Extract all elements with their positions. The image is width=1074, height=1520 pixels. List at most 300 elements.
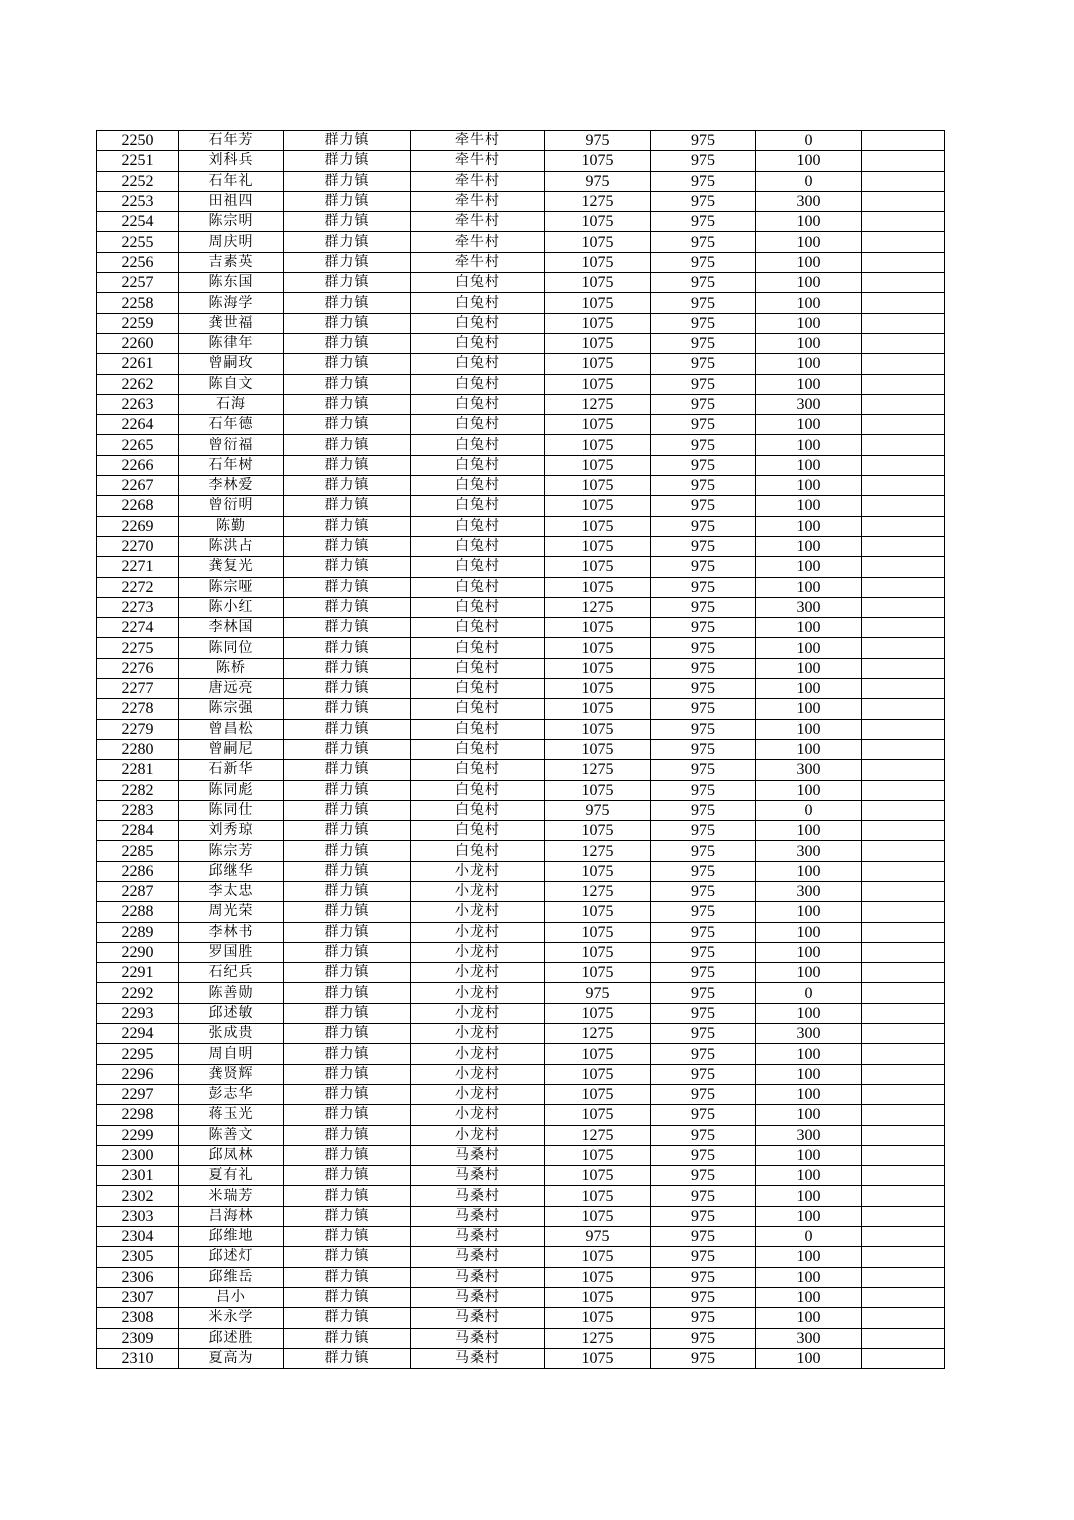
amount-a-cell: 1075 [545,1247,651,1267]
town-cell: 群力镇 [284,1247,411,1267]
amount-a-cell: 1075 [545,821,651,841]
remark-cell [862,557,945,577]
row-number-cell: 2299 [97,1125,179,1145]
amount-diff-cell: 100 [756,151,862,171]
village-cell: 白兔村 [411,679,545,699]
amount-b-cell: 975 [651,638,756,658]
amount-diff-cell: 100 [756,1166,862,1186]
amount-b-cell: 975 [651,658,756,678]
amount-diff-cell: 100 [756,638,862,658]
town-cell: 群力镇 [284,131,411,151]
table-row [97,1145,945,1165]
row-number-cell: 2290 [97,942,179,962]
person-name-cell: 石新华 [179,760,284,780]
remark-cell [862,821,945,841]
amount-b-cell: 975 [651,232,756,252]
amount-diff-cell: 100 [756,252,862,272]
amount-diff-cell: 100 [756,516,862,536]
amount-a-cell: 1075 [545,739,651,759]
town-cell: 群力镇 [284,963,411,983]
amount-b-cell: 975 [651,1186,756,1206]
row-number-cell: 2257 [97,273,179,293]
table-row [97,1003,945,1023]
amount-b-cell: 975 [651,435,756,455]
village-cell: 白兔村 [411,577,545,597]
person-name-cell: 陈勤 [179,516,284,536]
town-cell: 群力镇 [284,435,411,455]
town-cell: 群力镇 [284,354,411,374]
remark-cell [862,719,945,739]
remark-cell [862,252,945,272]
amount-b-cell: 975 [651,1348,756,1368]
village-cell: 白兔村 [411,516,545,536]
amount-diff-cell: 100 [756,374,862,394]
village-cell: 小龙村 [411,1125,545,1145]
person-name-cell: 陈同仕 [179,800,284,820]
row-number-cell: 2289 [97,922,179,942]
amount-b-cell: 975 [651,719,756,739]
row-number-cell: 2265 [97,435,179,455]
amount-b-cell: 975 [651,496,756,516]
remark-cell [862,679,945,699]
table-row [97,942,945,962]
table-row [97,902,945,922]
village-cell: 白兔村 [411,476,545,496]
row-number-cell: 2281 [97,760,179,780]
village-cell: 小龙村 [411,1024,545,1044]
row-number-cell: 2255 [97,232,179,252]
amount-diff-cell: 0 [756,983,862,1003]
amount-a-cell: 1275 [545,841,651,861]
town-cell: 群力镇 [284,881,411,901]
amount-diff-cell: 100 [756,354,862,374]
amount-a-cell: 1075 [545,699,651,719]
village-cell: 小龙村 [411,1105,545,1125]
amount-a-cell: 1275 [545,191,651,211]
village-cell: 白兔村 [411,658,545,678]
table-row [97,1267,945,1287]
village-cell: 白兔村 [411,719,545,739]
town-cell: 群力镇 [284,760,411,780]
town-cell: 群力镇 [284,557,411,577]
row-number-cell: 2267 [97,476,179,496]
table-row [97,252,945,272]
village-cell: 白兔村 [411,496,545,516]
village-cell: 马桑村 [411,1247,545,1267]
amount-b-cell: 975 [651,739,756,759]
person-name-cell: 刘科兵 [179,151,284,171]
table-row [97,658,945,678]
amount-diff-cell: 300 [756,881,862,901]
amount-b-cell: 975 [651,557,756,577]
town-cell: 群力镇 [284,983,411,1003]
town-cell: 群力镇 [284,415,411,435]
amount-b-cell: 975 [651,151,756,171]
person-name-cell: 李林国 [179,618,284,638]
row-number-cell: 2251 [97,151,179,171]
town-cell: 群力镇 [284,780,411,800]
amount-diff-cell: 100 [756,780,862,800]
table-row [97,1206,945,1226]
remark-cell [862,435,945,455]
village-cell: 马桑村 [411,1267,545,1287]
row-number-cell: 2284 [97,821,179,841]
person-name-cell: 夏有礼 [179,1166,284,1186]
remark-cell [862,1105,945,1125]
amount-a-cell: 1075 [545,1105,651,1125]
amount-b-cell: 975 [651,333,756,353]
town-cell: 群力镇 [284,922,411,942]
row-number-cell: 2260 [97,333,179,353]
person-name-cell: 陈宗强 [179,699,284,719]
amount-b-cell: 975 [651,577,756,597]
amount-b-cell: 975 [651,760,756,780]
amount-diff-cell: 100 [756,719,862,739]
town-cell: 群力镇 [284,1105,411,1125]
town-cell: 群力镇 [284,293,411,313]
town-cell: 群力镇 [284,496,411,516]
amount-a-cell: 1075 [545,212,651,232]
amount-a-cell: 975 [545,983,651,1003]
town-cell: 群力镇 [284,942,411,962]
row-number-cell: 2308 [97,1308,179,1328]
remark-cell [862,333,945,353]
town-cell: 群力镇 [284,1024,411,1044]
village-cell: 小龙村 [411,902,545,922]
person-name-cell: 彭志华 [179,1084,284,1104]
row-number-cell: 2253 [97,191,179,211]
amount-b-cell: 975 [651,800,756,820]
town-cell: 群力镇 [284,212,411,232]
row-number-cell: 2277 [97,679,179,699]
person-name-cell: 陈东国 [179,273,284,293]
town-cell: 群力镇 [284,1125,411,1145]
town-cell: 群力镇 [284,679,411,699]
town-cell: 群力镇 [284,638,411,658]
village-cell: 白兔村 [411,354,545,374]
amount-diff-cell: 100 [756,902,862,922]
amount-diff-cell: 100 [756,232,862,252]
amount-diff-cell: 100 [756,1044,862,1064]
remark-cell [862,476,945,496]
remark-cell [862,1145,945,1165]
amount-a-cell: 1075 [545,1186,651,1206]
row-number-cell: 2280 [97,739,179,759]
row-number-cell: 2295 [97,1044,179,1064]
amount-a-cell: 1075 [545,232,651,252]
town-cell: 群力镇 [284,313,411,333]
table-row [97,1105,945,1125]
amount-b-cell: 975 [651,922,756,942]
table-row [97,374,945,394]
village-cell: 白兔村 [411,821,545,841]
person-name-cell: 石年树 [179,455,284,475]
town-cell: 群力镇 [284,151,411,171]
row-number-cell: 2258 [97,293,179,313]
town-cell: 群力镇 [284,1227,411,1247]
amount-a-cell: 1075 [545,435,651,455]
town-cell: 群力镇 [284,1287,411,1307]
village-cell: 小龙村 [411,881,545,901]
town-cell: 群力镇 [284,1044,411,1064]
town-cell: 群力镇 [284,618,411,638]
village-cell: 白兔村 [411,699,545,719]
person-name-cell: 李太忠 [179,881,284,901]
amount-diff-cell: 100 [756,557,862,577]
table-row [97,435,945,455]
table-row [97,1328,945,1348]
person-name-cell: 曾衍福 [179,435,284,455]
row-number-cell: 2305 [97,1247,179,1267]
amount-b-cell: 975 [651,191,756,211]
amount-diff-cell: 100 [756,821,862,841]
amount-a-cell: 1075 [545,1003,651,1023]
remark-cell [862,354,945,374]
row-number-cell: 2269 [97,516,179,536]
village-cell: 白兔村 [411,374,545,394]
amount-a-cell: 1075 [545,638,651,658]
table-row [97,232,945,252]
table-row [97,699,945,719]
village-cell: 白兔村 [411,293,545,313]
remark-cell [862,1328,945,1348]
amount-b-cell: 975 [651,455,756,475]
row-number-cell: 2296 [97,1064,179,1084]
amount-diff-cell: 100 [756,1145,862,1165]
row-number-cell: 2291 [97,963,179,983]
village-cell: 牵牛村 [411,212,545,232]
row-number-cell: 2292 [97,983,179,1003]
village-cell: 马桑村 [411,1328,545,1348]
town-cell: 群力镇 [284,1166,411,1186]
table-row [97,1227,945,1247]
amount-b-cell: 975 [651,536,756,556]
village-cell: 白兔村 [411,597,545,617]
remark-cell [862,1064,945,1084]
town-cell: 群力镇 [284,273,411,293]
amount-b-cell: 975 [651,394,756,414]
amount-a-cell: 1075 [545,354,651,374]
amount-b-cell: 975 [651,374,756,394]
amount-a-cell: 1275 [545,1024,651,1044]
village-cell: 小龙村 [411,922,545,942]
row-number-cell: 2304 [97,1227,179,1247]
village-cell: 马桑村 [411,1227,545,1247]
remark-cell [862,902,945,922]
village-cell: 白兔村 [411,841,545,861]
town-cell: 群力镇 [284,902,411,922]
amount-diff-cell: 100 [756,1308,862,1328]
village-cell: 白兔村 [411,536,545,556]
town-cell: 群力镇 [284,1003,411,1023]
person-name-cell: 石纪兵 [179,963,284,983]
amount-b-cell: 975 [651,1125,756,1145]
amount-a-cell: 975 [545,171,651,191]
amount-diff-cell: 0 [756,800,862,820]
remark-cell [862,455,945,475]
person-name-cell: 邱维地 [179,1227,284,1247]
amount-b-cell: 975 [651,313,756,333]
table-row [97,638,945,658]
person-name-cell: 曾嗣尼 [179,739,284,759]
table-row [97,841,945,861]
row-number-cell: 2287 [97,881,179,901]
person-name-cell: 刘秀琼 [179,821,284,841]
table-row [97,557,945,577]
amount-a-cell: 1075 [545,374,651,394]
row-number-cell: 2297 [97,1084,179,1104]
row-number-cell: 2279 [97,719,179,739]
remark-cell [862,496,945,516]
amount-diff-cell: 100 [756,577,862,597]
row-number-cell: 2298 [97,1105,179,1125]
town-cell: 群力镇 [284,1084,411,1104]
village-cell: 白兔村 [411,273,545,293]
table-row [97,597,945,617]
remark-cell [862,313,945,333]
remark-cell [862,131,945,151]
town-cell: 群力镇 [284,821,411,841]
amount-diff-cell: 100 [756,1287,862,1307]
remark-cell [862,516,945,536]
amount-a-cell: 975 [545,131,651,151]
remark-cell [862,780,945,800]
amount-diff-cell: 300 [756,841,862,861]
amount-a-cell: 1075 [545,679,651,699]
person-name-cell: 陈小红 [179,597,284,617]
person-name-cell: 陈同彪 [179,780,284,800]
remark-cell [862,597,945,617]
remark-cell [862,760,945,780]
person-name-cell: 蒋玉光 [179,1105,284,1125]
village-cell: 小龙村 [411,1003,545,1023]
table-row [97,618,945,638]
remark-cell [862,618,945,638]
row-number-cell: 2275 [97,638,179,658]
remark-cell [862,1166,945,1186]
table-row [97,780,945,800]
table-row [97,861,945,881]
amount-diff-cell: 100 [756,739,862,759]
table-row [97,313,945,333]
village-cell: 小龙村 [411,963,545,983]
amount-diff-cell: 100 [756,1064,862,1084]
town-cell: 群力镇 [284,739,411,759]
town-cell: 群力镇 [284,1064,411,1084]
row-number-cell: 2276 [97,658,179,678]
person-name-cell: 龚世福 [179,313,284,333]
amount-b-cell: 975 [651,516,756,536]
amount-a-cell: 1075 [545,1044,651,1064]
table-row [97,1024,945,1044]
table-row [97,881,945,901]
table-row [97,983,945,1003]
amount-diff-cell: 100 [756,1003,862,1023]
person-name-cell: 龚复光 [179,557,284,577]
remark-cell [862,374,945,394]
amount-a-cell: 1075 [545,333,651,353]
person-name-cell: 陈宗芳 [179,841,284,861]
row-number-cell: 2288 [97,902,179,922]
row-number-cell: 2254 [97,212,179,232]
amount-b-cell: 975 [651,881,756,901]
town-cell: 群力镇 [284,333,411,353]
amount-b-cell: 975 [651,476,756,496]
town-cell: 群力镇 [284,476,411,496]
amount-diff-cell: 100 [756,963,862,983]
amount-diff-cell: 100 [756,922,862,942]
person-name-cell: 石年德 [179,415,284,435]
remark-cell [862,963,945,983]
row-number-cell: 2293 [97,1003,179,1023]
row-number-cell: 2278 [97,699,179,719]
person-name-cell: 周自明 [179,1044,284,1064]
table-row [97,1044,945,1064]
amount-a-cell: 1275 [545,394,651,414]
remark-cell [862,983,945,1003]
person-name-cell: 吕海林 [179,1206,284,1226]
town-cell: 群力镇 [284,374,411,394]
person-name-cell: 曾衍明 [179,496,284,516]
amount-a-cell: 975 [545,800,651,820]
village-cell: 白兔村 [411,435,545,455]
village-cell: 白兔村 [411,780,545,800]
remark-cell [862,171,945,191]
amount-a-cell: 1075 [545,942,651,962]
village-cell: 马桑村 [411,1308,545,1328]
table-row [97,354,945,374]
row-number-cell: 2306 [97,1267,179,1287]
row-number-cell: 2268 [97,496,179,516]
amount-a-cell: 1075 [545,577,651,597]
village-cell: 牵牛村 [411,151,545,171]
table-row [97,821,945,841]
row-number-cell: 2252 [97,171,179,191]
village-cell: 白兔村 [411,760,545,780]
remark-cell [862,1247,945,1267]
amount-diff-cell: 100 [756,455,862,475]
table-row [97,800,945,820]
table-row [97,516,945,536]
table-row [97,1287,945,1307]
village-cell: 白兔村 [411,800,545,820]
remark-cell [862,942,945,962]
row-number-cell: 2309 [97,1328,179,1348]
amount-b-cell: 975 [651,1308,756,1328]
village-cell: 小龙村 [411,861,545,881]
person-name-cell: 邱述灯 [179,1247,284,1267]
village-cell: 马桑村 [411,1206,545,1226]
amount-b-cell: 975 [651,861,756,881]
person-name-cell: 龚贤辉 [179,1064,284,1084]
amount-diff-cell: 0 [756,131,862,151]
amount-diff-cell: 100 [756,1247,862,1267]
person-name-cell: 邱继华 [179,861,284,881]
amount-diff-cell: 0 [756,171,862,191]
amount-a-cell: 1275 [545,760,651,780]
amount-a-cell: 1075 [545,922,651,942]
table-row [97,191,945,211]
amount-b-cell: 975 [651,1206,756,1226]
row-number-cell: 2301 [97,1166,179,1186]
person-name-cell: 陈宗明 [179,212,284,232]
remark-cell [862,1206,945,1226]
amount-b-cell: 975 [651,841,756,861]
amount-b-cell: 975 [651,1267,756,1287]
remark-cell [862,1348,945,1368]
remark-cell [862,273,945,293]
table-row [97,1348,945,1368]
